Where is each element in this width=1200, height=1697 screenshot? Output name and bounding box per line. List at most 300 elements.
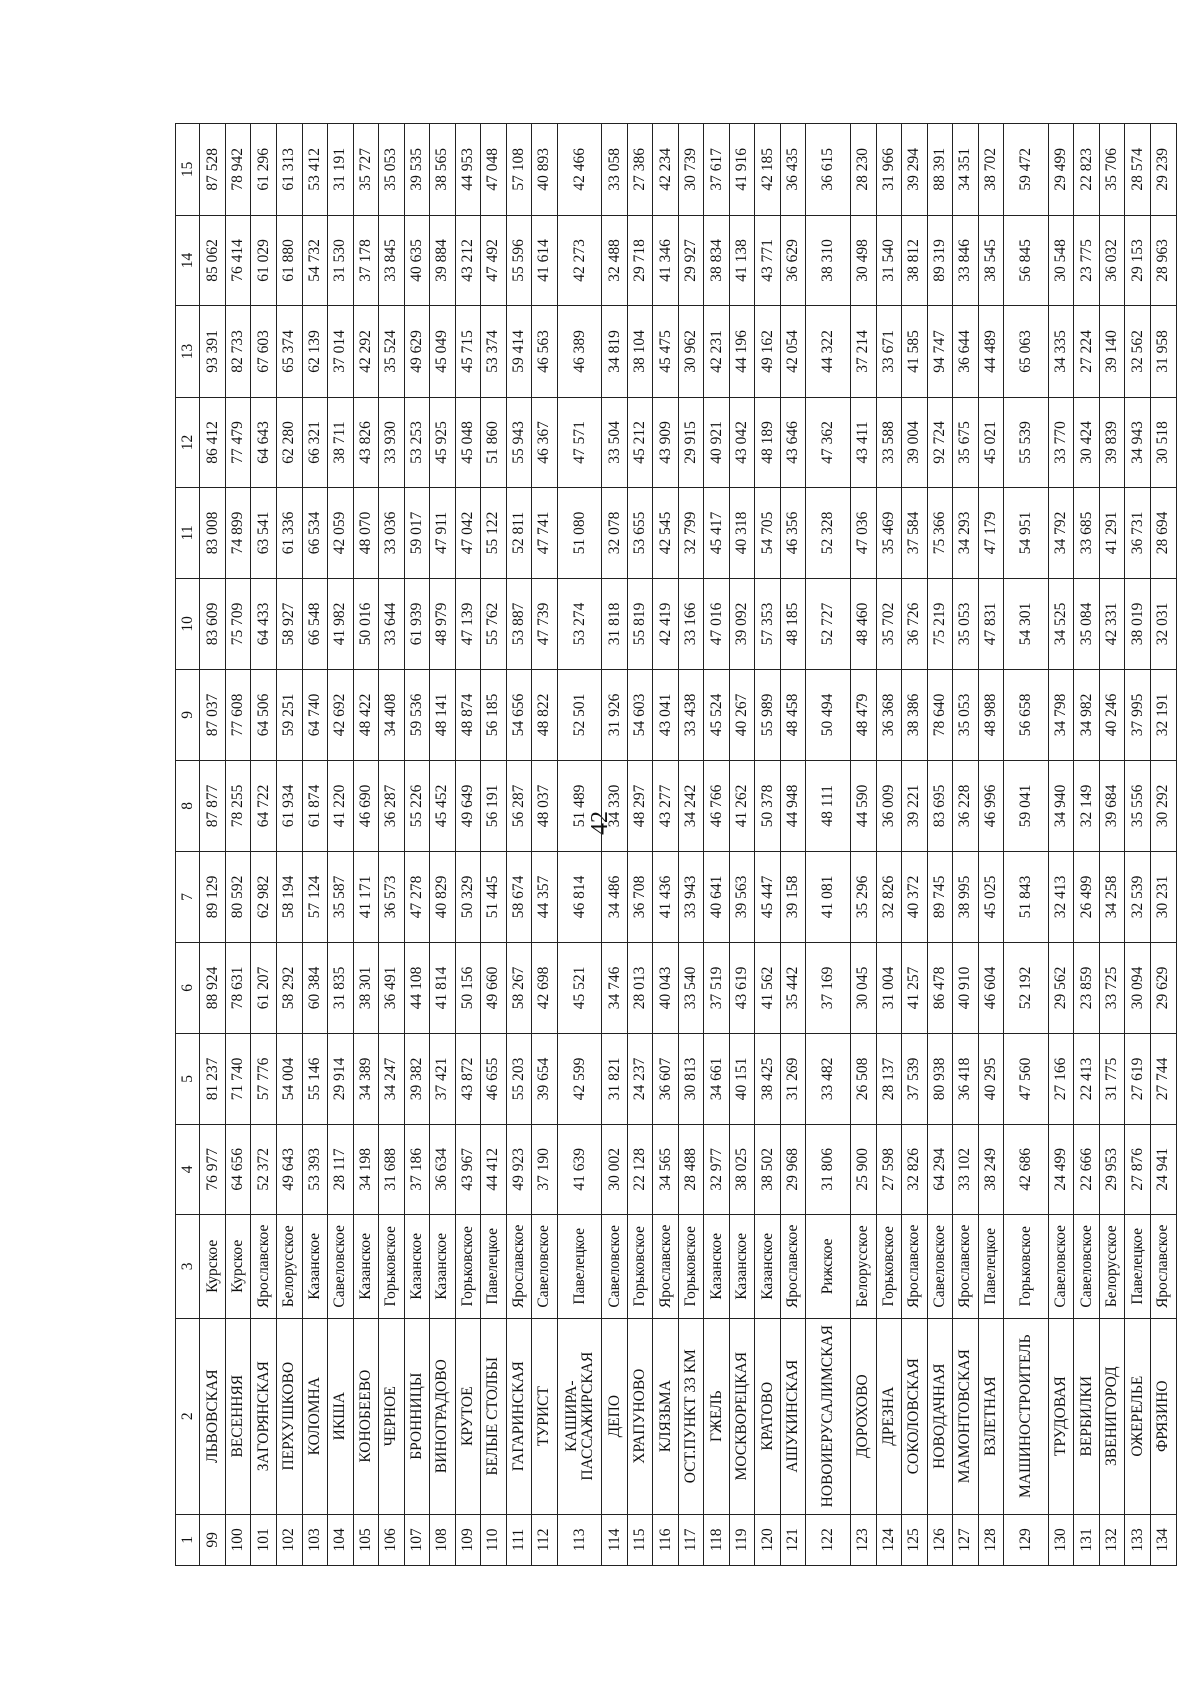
value-cell: 59 414 [506, 306, 532, 398]
value-cell: 40 910 [953, 942, 979, 1034]
value-cell: 35 587 [328, 852, 354, 942]
direction-cell: Казанское [302, 1215, 328, 1319]
value-cell: 41 171 [353, 852, 379, 942]
value-cell: 88 391 [927, 124, 953, 216]
value-cell: 35 524 [379, 306, 405, 398]
value-cell: 33 846 [953, 215, 979, 305]
value-cell: 24 499 [1048, 1124, 1074, 1214]
value-cell: 34 198 [353, 1124, 379, 1214]
value-cell: 41 639 [557, 1124, 602, 1214]
value-cell: 42 273 [557, 215, 602, 305]
value-cell: 34 351 [953, 124, 979, 216]
value-cell: 35 084 [1074, 578, 1100, 670]
value-cell: 30 518 [1150, 397, 1176, 487]
value-cell: 42 231 [704, 306, 730, 398]
direction-cell: Ярославское [251, 1215, 277, 1319]
direction-cell: Казанское [430, 1215, 456, 1319]
value-cell: 34 486 [602, 852, 628, 942]
table-row [225, 124, 251, 1566]
value-cell: 48 460 [851, 578, 877, 670]
value-cell: 40 372 [902, 852, 928, 942]
value-cell: 41 436 [653, 852, 679, 942]
value-cell: 52 328 [806, 488, 851, 578]
value-cell: 64 722 [251, 760, 277, 852]
row-number-cell: 101 [251, 1514, 277, 1565]
value-cell: 43 872 [455, 1034, 481, 1124]
direction-cell: Савеловское [602, 1215, 628, 1319]
table-row [1150, 124, 1176, 1566]
direction-cell: Савеловское [927, 1215, 953, 1319]
row-number-cell: 122 [806, 1514, 851, 1565]
value-cell: 48 141 [430, 670, 456, 760]
value-cell: 36 009 [876, 760, 902, 852]
value-cell: 39 654 [532, 1034, 558, 1124]
value-cell: 39 884 [430, 215, 456, 305]
column-header: 10 [176, 578, 200, 670]
row-number-cell: 128 [978, 1514, 1004, 1565]
value-cell: 30 813 [678, 1034, 704, 1124]
value-cell: 37 519 [704, 942, 730, 1034]
value-cell: 61 939 [404, 578, 430, 670]
value-cell: 27 744 [1150, 1034, 1176, 1124]
value-cell: 33 102 [953, 1124, 979, 1214]
value-cell: 33 770 [1048, 397, 1074, 487]
table-row [902, 124, 928, 1566]
value-cell: 44 489 [978, 306, 1004, 398]
value-cell: 49 660 [481, 942, 507, 1034]
value-cell: 40 295 [978, 1034, 1004, 1124]
value-cell: 42 466 [557, 124, 602, 216]
table-row [953, 124, 979, 1566]
station-name-cell: АШУКИНСКАЯ [780, 1318, 806, 1514]
value-cell: 27 224 [1074, 306, 1100, 398]
station-name-cell: ИКША [328, 1318, 354, 1514]
value-cell: 39 535 [404, 124, 430, 216]
column-header: 15 [176, 124, 200, 216]
value-cell: 87 528 [200, 124, 226, 216]
column-header: 13 [176, 306, 200, 398]
value-cell: 22 413 [1074, 1034, 1100, 1124]
value-cell: 50 378 [755, 760, 781, 852]
value-cell: 44 953 [455, 124, 481, 216]
value-cell: 29 629 [1150, 942, 1176, 1034]
station-name-cell: МОСКВОРЕЦКАЯ [729, 1318, 755, 1514]
station-name-cell: ОЖЕРЕЛЬЕ [1125, 1318, 1151, 1514]
value-cell: 55 203 [506, 1034, 532, 1124]
direction-cell: Ярославское [953, 1215, 979, 1319]
value-cell: 38 711 [328, 397, 354, 487]
value-cell: 62 982 [251, 852, 277, 942]
value-cell: 33 685 [1074, 488, 1100, 578]
value-cell: 33 166 [678, 578, 704, 670]
value-cell: 43 212 [455, 215, 481, 305]
value-cell: 41 220 [328, 760, 354, 852]
table-row [557, 124, 602, 1566]
row-number-cell: 103 [302, 1514, 328, 1565]
value-cell: 52 727 [806, 578, 851, 670]
value-cell: 38 301 [353, 942, 379, 1034]
value-cell: 48 422 [353, 670, 379, 760]
value-cell: 30 962 [678, 306, 704, 398]
direction-cell: Курское [225, 1215, 251, 1319]
value-cell: 36 731 [1125, 488, 1151, 578]
value-cell: 53 374 [481, 306, 507, 398]
value-cell: 32 031 [1150, 578, 1176, 670]
value-cell: 28 694 [1150, 488, 1176, 578]
value-cell: 37 584 [902, 488, 928, 578]
value-cell: 38 565 [430, 124, 456, 216]
value-cell: 28 117 [328, 1124, 354, 1214]
value-cell: 40 921 [704, 397, 730, 487]
value-cell: 54 656 [506, 670, 532, 760]
value-cell: 22 666 [1074, 1124, 1100, 1214]
column-header: 8 [176, 760, 200, 852]
direction-cell: Горьковское [876, 1215, 902, 1319]
row-number-cell: 115 [627, 1514, 653, 1565]
direction-cell: Савеловское [1074, 1215, 1100, 1319]
value-cell: 29 499 [1048, 124, 1074, 216]
value-cell: 53 655 [627, 488, 653, 578]
value-cell: 64 656 [225, 1124, 251, 1214]
row-number-cell: 113 [557, 1514, 602, 1565]
value-cell: 92 724 [927, 397, 953, 487]
value-cell: 42 059 [328, 488, 354, 578]
value-cell: 39 839 [1099, 397, 1125, 487]
value-cell: 86 478 [927, 942, 953, 1034]
value-cell: 83 695 [927, 760, 953, 852]
value-cell: 28 230 [851, 124, 877, 216]
value-cell: 52 192 [1004, 942, 1049, 1034]
table-row [729, 124, 755, 1566]
value-cell: 40 893 [532, 124, 558, 216]
value-cell: 82 733 [225, 306, 251, 398]
column-header: 11 [176, 488, 200, 578]
row-number-cell: 121 [780, 1514, 806, 1565]
value-cell: 37 214 [851, 306, 877, 398]
value-cell: 35 442 [780, 942, 806, 1034]
value-cell: 34 798 [1048, 670, 1074, 760]
value-cell: 46 814 [557, 852, 602, 942]
value-cell: 48 479 [851, 670, 877, 760]
row-number-cell: 119 [729, 1514, 755, 1565]
station-name-cell: ХРАПУНОВО [627, 1318, 653, 1514]
value-cell: 59 041 [1004, 760, 1049, 852]
value-cell: 23 859 [1074, 942, 1100, 1034]
value-cell: 30 498 [851, 215, 877, 305]
value-cell: 42 692 [328, 670, 354, 760]
value-cell: 31 958 [1150, 306, 1176, 398]
value-cell: 83 609 [200, 578, 226, 670]
table-row [704, 124, 730, 1566]
value-cell: 39 092 [729, 578, 755, 670]
value-cell: 63 541 [251, 488, 277, 578]
direction-cell: Павелецкое [1125, 1215, 1151, 1319]
value-cell: 39 004 [902, 397, 928, 487]
value-cell: 30 002 [602, 1124, 628, 1214]
value-cell: 38 310 [806, 215, 851, 305]
value-cell: 49 923 [506, 1124, 532, 1214]
table-row [251, 124, 277, 1566]
column-header: 3 [176, 1215, 200, 1319]
value-cell: 34 525 [1048, 578, 1074, 670]
value-cell: 36 607 [653, 1034, 679, 1124]
value-cell: 89 129 [200, 852, 226, 942]
value-cell: 33 943 [678, 852, 704, 942]
value-cell: 33 058 [602, 124, 628, 216]
table-row [506, 124, 532, 1566]
value-cell: 56 185 [481, 670, 507, 760]
direction-cell: Ярославское [653, 1215, 679, 1319]
value-cell: 55 989 [755, 670, 781, 760]
value-cell: 65 063 [1004, 306, 1049, 398]
direction-cell: Горьковское [678, 1215, 704, 1319]
value-cell: 40 267 [729, 670, 755, 760]
value-cell: 78 631 [225, 942, 251, 1034]
value-cell: 47 911 [430, 488, 456, 578]
value-cell: 78 255 [225, 760, 251, 852]
table-row [353, 124, 379, 1566]
direction-cell: Белорусское [851, 1215, 877, 1319]
station-name-cell: ДРЕЗНА [876, 1318, 902, 1514]
value-cell: 39 158 [780, 852, 806, 942]
value-cell: 71 740 [225, 1034, 251, 1124]
value-cell: 47 362 [806, 397, 851, 487]
value-cell: 52 811 [506, 488, 532, 578]
value-cell: 53 412 [302, 124, 328, 216]
value-cell: 56 287 [506, 760, 532, 852]
direction-cell: Ярославское [1150, 1215, 1176, 1319]
station-name-cell: СОКОЛОВСКАЯ [902, 1318, 928, 1514]
value-cell: 57 353 [755, 578, 781, 670]
value-cell: 33 540 [678, 942, 704, 1034]
value-cell: 48 297 [627, 760, 653, 852]
value-cell: 36 032 [1099, 215, 1125, 305]
value-cell: 32 826 [902, 1124, 928, 1214]
value-cell: 39 140 [1099, 306, 1125, 398]
value-cell: 75 709 [225, 578, 251, 670]
column-header: 4 [176, 1124, 200, 1214]
table-row [481, 124, 507, 1566]
value-cell: 31 191 [328, 124, 354, 216]
value-cell: 36 435 [780, 124, 806, 216]
value-cell: 57 776 [251, 1034, 277, 1124]
table-row [780, 124, 806, 1566]
row-number-cell: 106 [379, 1514, 405, 1565]
value-cell: 36 287 [379, 760, 405, 852]
column-header: 5 [176, 1034, 200, 1124]
value-cell: 40 829 [430, 852, 456, 942]
value-cell: 48 037 [532, 760, 558, 852]
value-cell: 41 346 [653, 215, 679, 305]
table-row [1074, 124, 1100, 1566]
value-cell: 33 930 [379, 397, 405, 487]
value-cell: 55 146 [302, 1034, 328, 1124]
value-cell: 22 128 [627, 1124, 653, 1214]
value-cell: 28 137 [876, 1034, 902, 1124]
direction-cell: Казанское [353, 1215, 379, 1319]
value-cell: 35 469 [876, 488, 902, 578]
value-cell: 28 574 [1125, 124, 1151, 216]
value-cell: 41 257 [902, 942, 928, 1034]
table-row [602, 124, 628, 1566]
station-name-cell: КРУТОЕ [455, 1318, 481, 1514]
value-cell: 61 880 [277, 215, 303, 305]
value-cell: 37 190 [532, 1124, 558, 1214]
direction-cell: Горьковское [1004, 1215, 1049, 1319]
value-cell: 53 887 [506, 578, 532, 670]
value-cell: 56 191 [481, 760, 507, 852]
value-cell: 41 982 [328, 578, 354, 670]
value-cell: 53 253 [404, 397, 430, 487]
station-name-cell: ОСТ.ПУНКТ 33 КМ [678, 1318, 704, 1514]
value-cell: 59 251 [277, 670, 303, 760]
column-header: 7 [176, 852, 200, 942]
value-cell: 39 221 [902, 760, 928, 852]
value-cell: 75 219 [927, 578, 953, 670]
value-cell: 47 179 [978, 488, 1004, 578]
row-number-cell: 116 [653, 1514, 679, 1565]
value-cell: 23 775 [1074, 215, 1100, 305]
direction-cell: Горьковское [379, 1215, 405, 1319]
value-cell: 35 556 [1125, 760, 1151, 852]
value-cell: 64 643 [251, 397, 277, 487]
row-number-cell: 129 [1004, 1514, 1049, 1565]
value-cell: 29 914 [328, 1034, 354, 1124]
value-cell: 41 081 [806, 852, 851, 942]
page-number: 42 [587, 811, 613, 835]
value-cell: 29 239 [1150, 124, 1176, 216]
value-cell: 52 501 [557, 670, 602, 760]
value-cell: 34 746 [602, 942, 628, 1034]
value-cell: 34 661 [704, 1034, 730, 1124]
value-cell: 89 745 [927, 852, 953, 942]
value-cell: 33 845 [379, 215, 405, 305]
station-name-cell: ДЕПО [602, 1318, 628, 1514]
table-row [328, 124, 354, 1566]
value-cell: 34 335 [1048, 306, 1074, 398]
value-cell: 41 585 [902, 306, 928, 398]
value-cell: 76 977 [200, 1124, 226, 1214]
value-cell: 38 545 [978, 215, 1004, 305]
value-cell: 44 412 [481, 1124, 507, 1214]
value-cell: 47 278 [404, 852, 430, 942]
value-cell: 48 874 [455, 670, 481, 760]
value-cell: 50 329 [455, 852, 481, 942]
value-cell: 31 926 [602, 670, 628, 760]
value-cell: 34 943 [1125, 397, 1151, 487]
value-cell: 38 812 [902, 215, 928, 305]
value-cell: 36 708 [627, 852, 653, 942]
value-cell: 27 166 [1048, 1034, 1074, 1124]
value-cell: 34 330 [602, 760, 628, 852]
direction-cell: Савеловское [328, 1215, 354, 1319]
value-cell: 43 771 [755, 215, 781, 305]
column-header: 1 [176, 1514, 200, 1565]
table-row [302, 124, 328, 1566]
direction-cell: Ярославское [780, 1215, 806, 1319]
value-cell: 48 070 [353, 488, 379, 578]
value-cell: 47 560 [1004, 1034, 1049, 1124]
value-cell: 37 539 [902, 1034, 928, 1124]
value-cell: 66 321 [302, 397, 328, 487]
value-cell: 47 139 [455, 578, 481, 670]
value-cell: 61 296 [251, 124, 277, 216]
value-cell: 45 475 [653, 306, 679, 398]
value-cell: 29 153 [1125, 215, 1151, 305]
value-cell: 29 953 [1099, 1124, 1125, 1214]
value-cell: 22 823 [1074, 124, 1100, 216]
station-name-cell: МАМОНТОВСКАЯ [953, 1318, 979, 1514]
value-cell: 29 968 [780, 1124, 806, 1214]
value-cell: 58 927 [277, 578, 303, 670]
column-header: 12 [176, 397, 200, 487]
value-cell: 47 571 [557, 397, 602, 487]
value-cell: 58 194 [277, 852, 303, 942]
table-row [755, 124, 781, 1566]
value-cell: 60 384 [302, 942, 328, 1034]
table-row [430, 124, 456, 1566]
value-cell: 44 948 [780, 760, 806, 852]
value-cell: 35 675 [953, 397, 979, 487]
station-name-cell: ЗВЕНИГОРОД [1099, 1318, 1125, 1514]
value-cell: 32 826 [876, 852, 902, 942]
value-cell: 34 258 [1099, 852, 1125, 942]
table-row [927, 124, 953, 1566]
direction-cell: Казанское [704, 1215, 730, 1319]
value-cell: 32 539 [1125, 852, 1151, 942]
direction-cell: Ярославское [902, 1215, 928, 1319]
value-cell: 55 819 [627, 578, 653, 670]
value-cell: 36 418 [953, 1034, 979, 1124]
value-cell: 45 048 [455, 397, 481, 487]
value-cell: 31 818 [602, 578, 628, 670]
row-number-cell: 102 [277, 1514, 303, 1565]
station-name-cell: БРОННИЦЫ [404, 1318, 430, 1514]
value-cell: 49 643 [277, 1124, 303, 1214]
table-header-row [176, 124, 200, 1566]
value-cell: 66 548 [302, 578, 328, 670]
value-cell: 36 491 [379, 942, 405, 1034]
value-cell: 43 646 [780, 397, 806, 487]
value-cell: 26 508 [851, 1034, 877, 1124]
value-cell: 36 615 [806, 124, 851, 216]
station-name-cell: ТУРИСТ [532, 1318, 558, 1514]
value-cell: 48 979 [430, 578, 456, 670]
value-cell: 61 336 [277, 488, 303, 578]
column-header: 14 [176, 215, 200, 305]
value-cell: 27 598 [876, 1124, 902, 1214]
value-cell: 36 228 [953, 760, 979, 852]
value-cell: 33 588 [876, 397, 902, 487]
value-cell: 51 860 [481, 397, 507, 487]
value-cell: 42 698 [532, 942, 558, 1034]
value-cell: 50 016 [353, 578, 379, 670]
value-cell: 38 834 [704, 215, 730, 305]
value-cell: 43 042 [729, 397, 755, 487]
value-cell: 62 280 [277, 397, 303, 487]
value-cell: 65 374 [277, 306, 303, 398]
value-cell: 67 603 [251, 306, 277, 398]
table-row [876, 124, 902, 1566]
value-cell: 44 196 [729, 306, 755, 398]
value-cell: 46 655 [481, 1034, 507, 1124]
direction-cell: Казанское [404, 1215, 430, 1319]
value-cell: 38 386 [902, 670, 928, 760]
station-name-cell: НОВОДАЧНАЯ [927, 1318, 953, 1514]
column-header: 6 [176, 942, 200, 1034]
direction-cell: Курское [200, 1215, 226, 1319]
value-cell: 30 548 [1048, 215, 1074, 305]
